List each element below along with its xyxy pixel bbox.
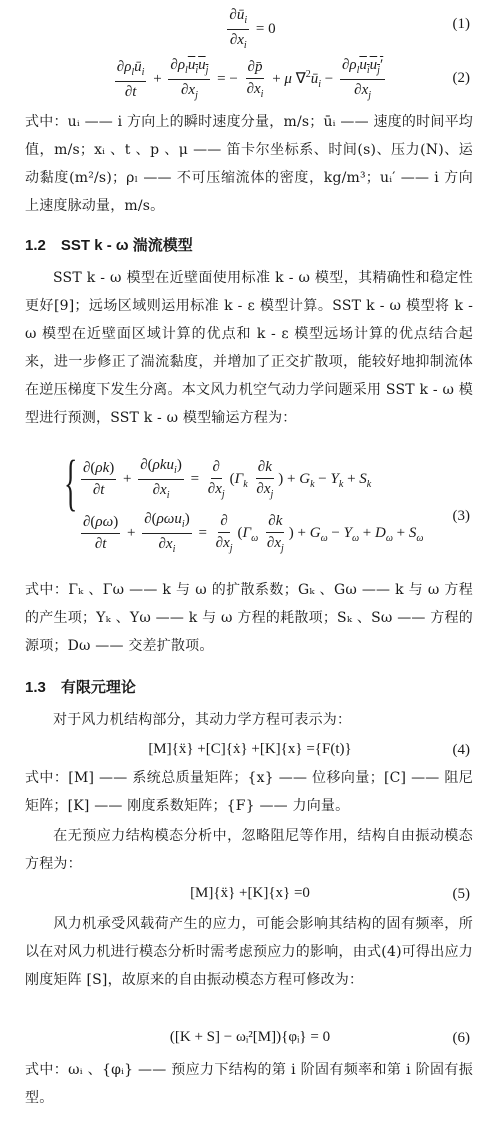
- section-heading-1-2: 1.2 SST k - ω 湍流模型: [25, 237, 193, 254]
- equation-5-number: (5): [452, 886, 470, 902]
- sst-model-paragraph: SST k - ω 模型在近壁面使用标准 k - ω 模型，其精确性和稳定性更好[9]；远场区域则运用标准 k - ε 模型计算。SST k - ω 模型将 k - ω 模型在近壁面区域计算的优点和 k - ε 模型远场计算的优点结合起来，进一步修正了湍流黏度，并增加了正交扩散项，能较好地抑制流体在逆压梯度下发生分离。本文风力机空气动力学问题采用 SST k - ω 模型进行预测，SST k - ω 模型输运方程为：: [25, 270, 473, 426]
- prestress-paragraph: 风力机承受风载荷产生的应力，可能会影响其结构的固有频率，所以在对风力机进行模态分析时需考虑预应力的影响，由式(4)可得出应力刚度矩阵 [S]，故原来的自由振动模态方程可修改为：: [25, 916, 473, 988]
- equation-2-number: (2): [452, 70, 470, 86]
- nomenclature-paragraph-1: 式中：uᵢ —— i 方向上的瞬时速度分量，m/s；ūᵢ —— 速度的时间平均值，m/s；xᵢ 、t 、p 、μ —— 笛卡尔坐标系、时间(s)、压力(N)、运动黏度(m²/s)；ρₗ —— 不可压缩流体的密度，kg/m³；uᵢ′ —— i 方向上速度脉动量，m/s。: [25, 114, 473, 214]
- equation-3-brace: {: [64, 449, 78, 517]
- nomenclature-paragraph-3: 式中：Γₖ 、Γω —— k 与 ω 的扩散系数；Gₖ 、Gω —— k 与 ω 方程的产生项；Yₖ 、Yω —— k 与 ω 方程的耗散项；Sₖ 、Sω —— 方程的源项；Dω —— 交差扩散项。: [25, 582, 473, 654]
- equation-1-number: (1): [452, 16, 470, 32]
- equation-6: ([K + S] − ωᵢ²[M]){φᵢ} = 0: [169, 1029, 331, 1045]
- section-heading-1-3: 1.3 有限元理论: [25, 679, 136, 696]
- modal-intro: 在无预应力结构模态分析中，忽略阻尼等作用，结构自由振动模态方程为：: [25, 828, 473, 872]
- equation-4-number: (4): [452, 742, 470, 758]
- equation-3-k: $\frac{\partial(\rho k)}{\partial t}$ + $\frac{\partial(\rho ku_i)}{\partial x_i}$ = $\frac{\partial}{\partial x_j}$ ($\Gamma_k$ $\frac{\partial k}{\partial x_j}$ ) + $G_k - Y_k + S_k$: [83, 457, 372, 501]
- equation-4: [M]{ẍ} +[C]{ẋ} +[K]{x} ={F(t)}: [148, 741, 352, 757]
- equation-1: $\frac{\partial ū_i}{\partial x_i}$ = 0: [229, 7, 276, 51]
- nomenclature-paragraph-6: 式中：ωᵢ 、{φᵢ} —— 预应力下结构的第 i 阶固有频率和第 i 阶固有振型。: [25, 1062, 473, 1106]
- equation-6-number: (6): [452, 1030, 470, 1046]
- dynamics-intro: 对于风力机结构部分，其动力学方程可表示为：: [53, 712, 352, 728]
- equation-5: [M]{ẍ} +[K]{x} =0: [190, 885, 310, 901]
- equation-3-omega: $\frac{\partial(\rho\omega)}{\partial t}$ + $\frac{\partial(\rho\omega u_i)}{\partial x_i}$ = $\frac{\partial}{\partial x_j}$ ($\Gamma_\omega$ $\frac{\partial k}{\partial x_j}$ ) + $G_\omega - Y_\omega + D_\omega + S_\omega$: [83, 511, 424, 555]
- equation-3-number: (3): [452, 508, 470, 524]
- equation-2: $\frac{\partial\rho_lū_i}{\partial t}$ + $\frac{\partial\rho_lu_iu_j}{\partial x_j}$ = − $\frac{\partial p̄}{\partial x_i}$ + μ $\nabla^2ū_i$ − $\frac{\partial\rho_lu_iu_j'}{\partial x_j}$: [116, 57, 384, 101]
- nomenclature-paragraph-4: 式中：[M] —— 系统总质量矩阵；{x} —— 位移向量；[C] —— 阻尼矩阵；[K] —— 刚度系数矩阵；{F} —— 力向量。: [25, 770, 473, 814]
